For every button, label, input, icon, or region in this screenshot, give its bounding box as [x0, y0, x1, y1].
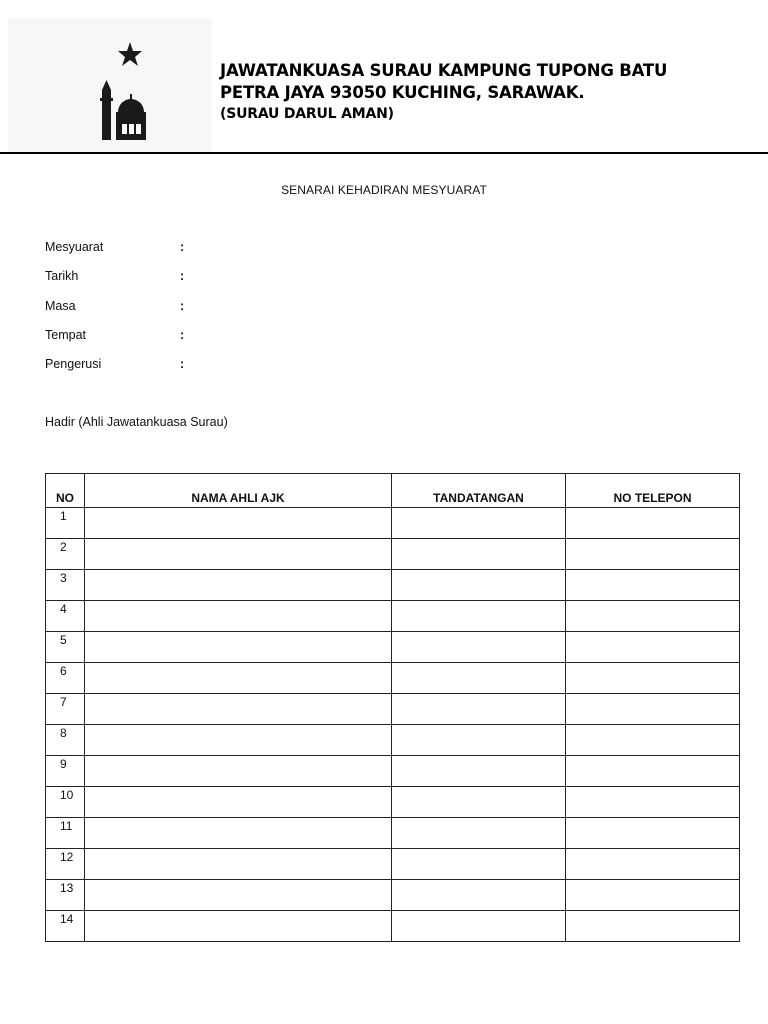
field-colon: : [180, 269, 185, 284]
table-row [46, 787, 740, 818]
name-cell[interactable] [85, 539, 392, 570]
table-header-row [46, 474, 740, 508]
header-divider [0, 152, 768, 154]
name-cell[interactable] [85, 663, 392, 694]
header-nama: NAMA AHLI AJK [85, 474, 392, 508]
signature-cell[interactable] [392, 787, 566, 818]
signature-cell[interactable] [392, 539, 566, 570]
name-cell[interactable] [85, 880, 392, 911]
name-cell[interactable] [85, 694, 392, 725]
signature-cell[interactable] [392, 756, 566, 787]
name-cell[interactable] [85, 818, 392, 849]
table-row [46, 570, 740, 601]
row-number: 7 [46, 694, 85, 725]
signature-cell[interactable] [392, 849, 566, 880]
row-number: 10 [46, 787, 85, 818]
table-row [46, 756, 740, 787]
signature-cell[interactable] [392, 725, 566, 756]
row-number: 5 [46, 632, 85, 663]
name-cell[interactable] [85, 508, 392, 539]
signature-cell[interactable] [392, 632, 566, 663]
header-tandatangan: TANDATANGAN [392, 474, 566, 508]
row-number: 3 [46, 570, 85, 601]
phone-cell[interactable] [566, 508, 740, 539]
field-colon: : [180, 240, 185, 254]
row-number: 4 [46, 601, 85, 632]
row-number: 9 [46, 756, 85, 787]
phone-cell[interactable] [566, 818, 740, 849]
signature-cell[interactable] [392, 911, 566, 942]
table-row [46, 601, 740, 632]
table-row [46, 911, 740, 942]
document-title: SENARAI KEHADIRAN MESYUARAT [281, 183, 487, 197]
field-label: Masa [45, 298, 76, 313]
table-row [46, 632, 740, 663]
name-cell[interactable] [85, 756, 392, 787]
field-label: Tarikh [45, 269, 79, 284]
phone-cell[interactable] [566, 756, 740, 787]
org-surau-name: (SURAU DARUL AMAN) [220, 106, 394, 122]
signature-cell[interactable] [392, 694, 566, 725]
table-row [46, 663, 740, 694]
field-label: Pengerusi [45, 357, 102, 372]
logo-area [8, 18, 212, 152]
attendance-rows [46, 508, 740, 942]
phone-cell[interactable] [566, 632, 740, 663]
signature-cell[interactable] [392, 601, 566, 632]
phone-cell[interactable] [566, 694, 740, 725]
name-cell[interactable] [85, 787, 392, 818]
field-label: Mesyuarat [45, 240, 104, 254]
row-number: 13 [46, 880, 85, 911]
row-number: 11 [46, 818, 85, 849]
name-cell[interactable] [85, 601, 392, 632]
attendance-table [45, 473, 740, 942]
phone-cell[interactable] [566, 663, 740, 694]
row-number: 12 [46, 849, 85, 880]
signature-cell[interactable] [392, 818, 566, 849]
field-colon: : [180, 298, 185, 313]
phone-cell[interactable] [566, 539, 740, 570]
mosque-crescent-star-logo [68, 40, 158, 146]
row-number: 6 [46, 663, 85, 694]
field-label: Tempat [45, 327, 86, 342]
attendance-section-label: Hadir (Ahli Jawatankuasa Surau) [45, 415, 228, 429]
table-row [46, 694, 740, 725]
name-cell[interactable] [85, 849, 392, 880]
phone-cell[interactable] [566, 880, 740, 911]
signature-cell[interactable] [392, 880, 566, 911]
phone-cell[interactable] [566, 787, 740, 818]
field-colon: : [180, 327, 185, 342]
row-number: 8 [46, 725, 85, 756]
phone-cell[interactable] [566, 849, 740, 880]
table-row [46, 539, 740, 570]
signature-cell[interactable] [392, 663, 566, 694]
phone-cell[interactable] [566, 911, 740, 942]
phone-cell[interactable] [566, 725, 740, 756]
table-row [46, 880, 740, 911]
row-number: 14 [46, 911, 85, 942]
org-address: PETRA JAYA 93050 KUCHING, SARAWAK. [220, 83, 585, 102]
field-colon: : [180, 357, 185, 372]
signature-cell[interactable] [392, 508, 566, 539]
name-cell[interactable] [85, 632, 392, 663]
name-cell[interactable] [85, 911, 392, 942]
name-cell[interactable] [85, 570, 392, 601]
table-row [46, 725, 740, 756]
header-telepon: NO TELEPON [566, 474, 740, 508]
name-cell[interactable] [85, 725, 392, 756]
org-name: JAWATANKUASA SURAU KAMPUNG TUPONG BATU [220, 61, 668, 80]
organization-header [220, 60, 760, 124]
header-no: NO [46, 474, 85, 508]
row-number: 1 [46, 508, 85, 539]
table-row [46, 849, 740, 880]
row-number: 2 [46, 539, 85, 570]
phone-cell[interactable] [566, 570, 740, 601]
phone-cell[interactable] [566, 601, 740, 632]
table-row [46, 818, 740, 849]
signature-cell[interactable] [392, 570, 566, 601]
table-row [46, 508, 740, 539]
